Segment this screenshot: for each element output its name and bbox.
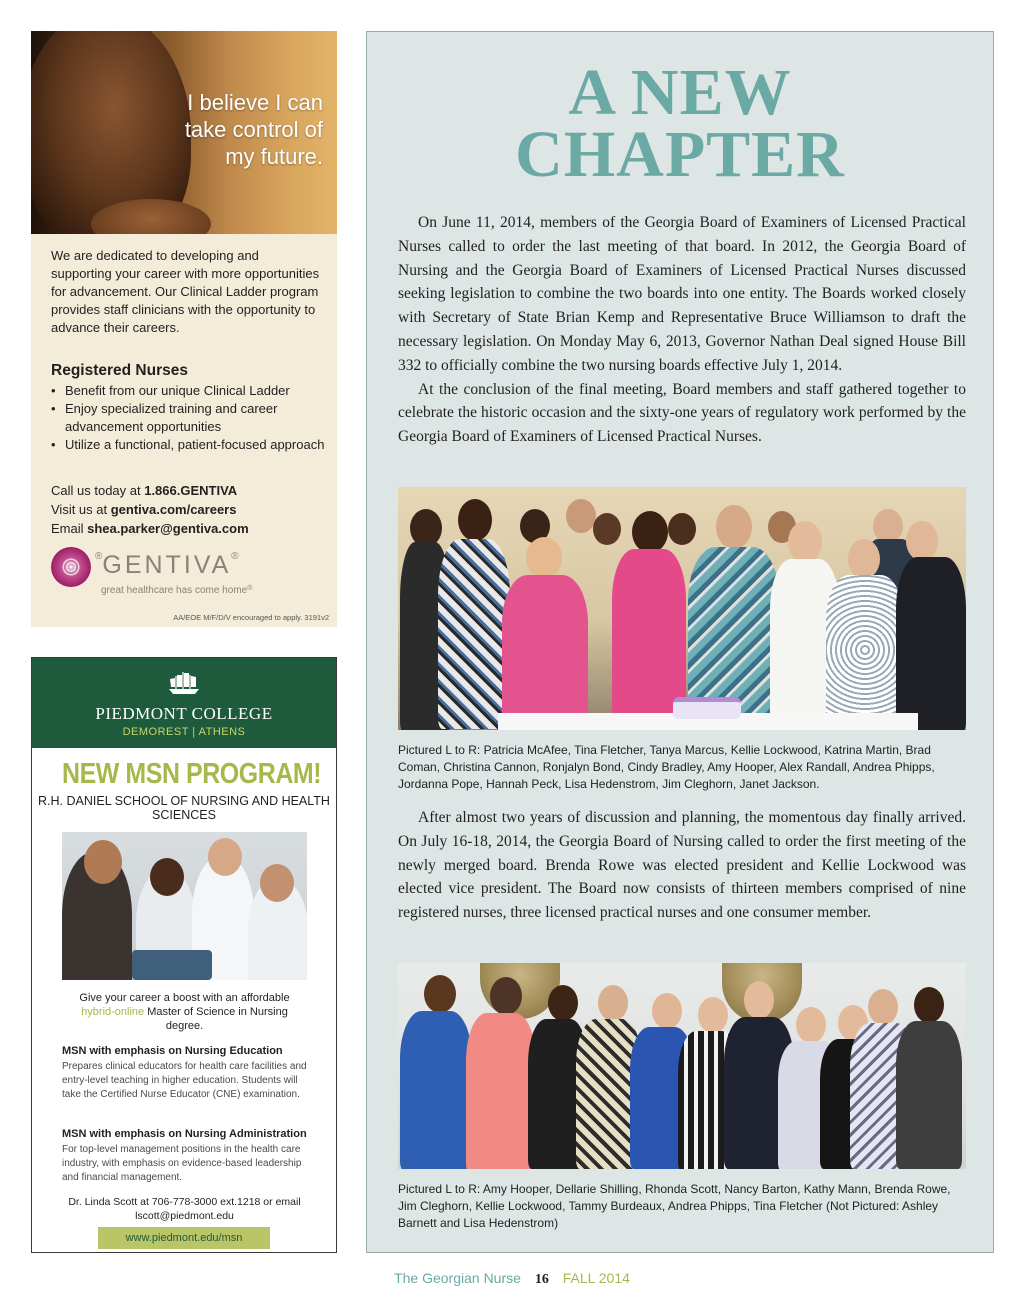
piedmont-ad	[31, 657, 337, 1253]
photo-caption: Pictured L to R: Patricia McAfee, Tina Fletcher, Tanya Marcus, Kellie Lockwood, Katrina Martin, Brad Coman, Christina Cannon, Ronjalyn Bond, Cindy Bradley, Amy Hooper, Alex Randall, Andrea Phipps, Jordanna Pope, Hannah Peck, Lisa Hedenstrom, Jim Cleghorn, Janet Jackson.	[398, 743, 935, 791]
article-panel	[366, 31, 994, 1253]
nursing-students-photo	[62, 832, 307, 980]
tagline-mark: ®	[247, 585, 253, 592]
board-of-nursing-photo	[398, 963, 966, 1169]
program-description: Prepares clinical educators for health care facilities and entry-level teaching in higher education. Students will take the Certified Nurse Educator (CNE) examination.	[62, 1061, 307, 1100]
article-paragraph: On June 11, 2014, members of the Georgia Board of Examiners of Licensed Practical Nurses called to order the last meeting of that board. In 2012, the Georgia Board of Nursing and the Georgia Board of Examiners of Licensed Practical Nurses discussed seeking legislation to combine the two boards into one entity. The Boards worked closely with Secretary of State Brian Kemp and Representative Bruce Williamson to draft the necessary legislation. On Monday May 6, 2013, Governor Nathan Deal signed House Bill 332 to officially combine the two nursing boards effective July 1, 2014.	[398, 214, 966, 374]
piedmont-campuses: DEMOREST | ATHENS	[122, 726, 246, 738]
page-number: 16	[534, 1272, 549, 1287]
gentiva-benefit-item: • Utilize a functional, patient-focused approach	[51, 436, 331, 454]
article-body	[398, 806, 966, 925]
gentiva-logo-icon	[51, 547, 91, 587]
gentiva-benefit-item: • Enjoy specialized training and career advancement opportunities	[51, 400, 331, 436]
gentiva-tagline	[101, 585, 252, 596]
gentiva-contact	[51, 481, 331, 538]
article-title-line: CHAPTER	[515, 118, 845, 191]
gentiva-eoe-notice: AA/EOE M/F/D/V encouraged to apply. 3191v2	[173, 613, 329, 622]
gentiva-phone-line	[51, 481, 331, 500]
article-paragraph: After almost two years of discussion and planning, the momentous day finally arrived. On July 16-18, 2014, the Georgia Board of Nursing called to order the first meeting of the newly merged board. Brenda Rowe was elected president and Kellie Lockwood was elected vice president. The Board now consists of thirteen members comprised of nine registered nurses, three licensed practical nurses and one consumer member.	[398, 809, 966, 922]
gentiva-phone[interactable]: 1.866.GENTIVA	[144, 483, 238, 498]
gentiva-headline: I believe I can take control of my future.	[184, 90, 323, 169]
gentiva-website-link[interactable]: gentiva.com/careers	[110, 502, 237, 517]
tagline-text: great healthcare has come home	[101, 585, 248, 596]
ship-icon	[166, 670, 202, 696]
piedmont-blurb	[62, 991, 307, 1033]
gentiva-intro-text: We are dedicated to developing and supporting your career with more opportunities for advancement. Our Clinical Ladder program provides staff clinicians with the opportunity to advance their careers.	[51, 248, 320, 335]
page-footer	[0, 1270, 1024, 1290]
gentiva-email-line	[51, 519, 331, 538]
gentiva-hero-photo	[31, 31, 337, 234]
publication-name: The Georgian Nurse	[394, 1270, 521, 1286]
program-description: For top-level management positions in the health care industry, with emphasis on evidence-based leadership and financial management.	[62, 1144, 302, 1183]
gentiva-rn-heading: Registered Nurses	[51, 362, 188, 379]
lpn-board-celebration-photo	[398, 487, 966, 730]
article-title-line: A NEW	[568, 56, 792, 129]
gentiva-benefit-item: • Benefit from our unique Clinical Ladder	[51, 382, 331, 400]
gentiva-email-link[interactable]: shea.parker@gentiva.com	[87, 521, 249, 536]
email-label: Email	[51, 521, 88, 536]
blurb-accent: hybrid-online	[81, 1006, 145, 1018]
article-title	[367, 56, 993, 191]
piedmont-header	[32, 658, 336, 748]
piedmont-school-name: R.H. DANIEL SCHOOL OF NURSING AND HEALTH SCIENCES	[38, 794, 330, 822]
piedmont-contact: Dr. Linda Scott at 706-778-3000 ext.1218 or email lscott@piedmont.edu	[68, 1196, 301, 1222]
registered-mark: ®	[95, 551, 103, 562]
issue-label: FALL 2014	[562, 1270, 630, 1286]
gentiva-benefits-list	[51, 382, 331, 454]
program-title: MSN with emphasis on Nursing Education	[62, 1045, 283, 1057]
blurb-text: Master of Science in Nursing degree.	[144, 1006, 288, 1032]
piedmont-college-name: PIEDMONT COLLEGE	[95, 704, 273, 723]
gentiva-website-line	[51, 500, 331, 519]
blurb-text: Give your career a boost with an affordable	[79, 992, 290, 1004]
article-paragraph: At the conclusion of the final meeting, Board members and staff gathered together to celebrate the historic occasion and the sixty-one years of regulatory work performed by the Georgia Board of Examiners of Licensed Practical Nurses.	[398, 380, 966, 446]
program-title: MSN with emphasis on Nursing Administration	[62, 1128, 307, 1140]
photo-caption: Pictured L to R: Amy Hooper, Dellarie Shilling, Rhonda Scott, Nancy Barton, Kathy Mann, Brenda Rowe, Jim Cleghorn, Kellie Lockwood, Tammy Burdeaux, Andrea Phipps, Tina Fletcher (Not Pictured: Ashley Barnett and Lisa Hedenstrom)	[398, 1182, 951, 1230]
gentiva-ad	[31, 31, 337, 627]
piedmont-url-link[interactable]: www.piedmont.edu/msn	[98, 1227, 270, 1249]
gentiva-logo-text	[95, 551, 239, 580]
website-label: Visit us at	[51, 502, 111, 517]
registered-mark: ®	[231, 551, 239, 562]
gentiva-wordmark: GENTIVA	[102, 551, 232, 579]
piedmont-headline: NEW MSN PROGRAM!	[62, 758, 322, 790]
phone-label: Call us today at	[51, 483, 145, 498]
article-body	[398, 211, 966, 449]
